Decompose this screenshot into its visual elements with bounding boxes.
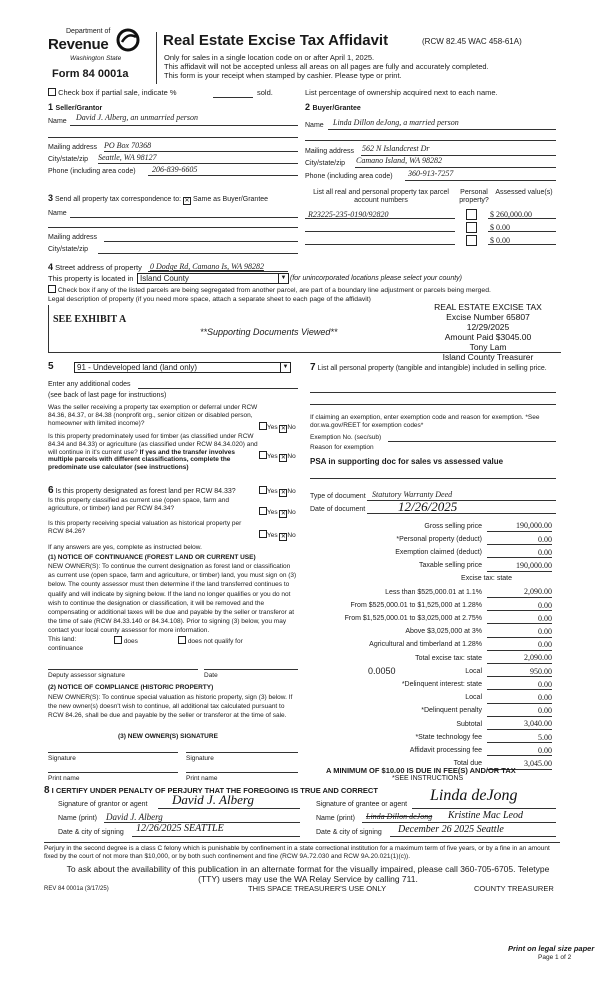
county-note: (for unincorporated locations please select your county) xyxy=(290,275,462,282)
tax-row-label: Less than $525,000.01 at 1.1% xyxy=(385,588,482,596)
new-owner-print-1[interactable] xyxy=(48,772,178,773)
tax-row-label: Gross selling price xyxy=(424,522,482,530)
grantor-date-field[interactable] xyxy=(132,836,300,837)
buyer-city-label: City/state/zip xyxy=(305,160,346,167)
grantee-name-label: Name (print) xyxy=(316,815,355,822)
stamp-line6: Island County Treasurer xyxy=(442,352,534,362)
local-value[interactable]: 950.00 xyxy=(487,667,552,678)
treasurer-stamp xyxy=(418,302,558,362)
certify-text: I CERTIFY UNDER PENALTY OF PERJURY THAT THE FOREGOING IS TRUE AND CORRECT xyxy=(51,786,378,795)
new-owner-sig-2[interactable] xyxy=(186,752,298,753)
tax-row xyxy=(310,745,552,756)
parcel-row-2-value: $ 0.00 xyxy=(490,223,510,232)
new-owner-sig-1[interactable] xyxy=(48,752,178,753)
partial-sale-label: Check box if partial sale, indicate % xyxy=(58,88,177,97)
dept-state: Washington State xyxy=(70,55,122,62)
q1-yes-checkbox[interactable] xyxy=(259,422,267,430)
tax-row-value[interactable]: 2,090.00 xyxy=(487,653,552,664)
tax-row xyxy=(310,719,552,730)
tax-row-label: From $1,525,000.01 to $3,025,000 at 2.75% xyxy=(344,615,482,622)
grantor-date-value: 12/26/2025 SEATTLE xyxy=(136,823,224,834)
tax-row xyxy=(310,561,552,572)
seller-name-label: Name xyxy=(48,118,67,125)
rev-number: REV 84 0001a (3/17/25) xyxy=(44,886,109,892)
legal-value: SEE EXHIBIT A xyxy=(53,314,127,325)
tax-row-value[interactable]: 190,000.00 xyxy=(487,521,552,532)
tax-row-value[interactable]: 0.00 xyxy=(487,640,552,651)
doc-type-field[interactable] xyxy=(367,500,556,501)
sec8-num: 8 xyxy=(44,785,50,796)
county-value: Island County xyxy=(140,274,189,283)
parcel-row-1-personal-checkbox[interactable] xyxy=(466,209,477,220)
tax-row-label: *State technology fee xyxy=(415,733,482,741)
tax-row-label: Subtotal xyxy=(456,720,482,728)
exempt-no-label: Exemption No. (sec/sub) xyxy=(310,434,382,441)
tax-row-value[interactable]: 0.00 xyxy=(487,548,552,559)
seller-phone-field[interactable] xyxy=(148,175,298,176)
grantee-name-field[interactable] xyxy=(362,822,556,823)
deputy-signature-field[interactable] xyxy=(48,669,198,670)
deputy-date-field[interactable] xyxy=(204,669,298,670)
does-qualify-checkbox[interactable] xyxy=(114,636,122,644)
parcel-row-3-field[interactable] xyxy=(305,244,455,245)
notice3-heading: (3) NEW OWNER(S) SIGNATURE xyxy=(118,733,218,740)
seller-phone-label: Phone (including area code) xyxy=(48,168,136,175)
q2-yes-checkbox[interactable] xyxy=(259,451,267,459)
sec5-q2b: If yes and the transfer involves multiple parcels with different classifications, complete the predominate use calculator (see instructions) xyxy=(48,448,235,472)
seller-name-field[interactable] xyxy=(70,125,298,126)
tax-row-label: Total excise tax: state xyxy=(415,654,482,662)
tax-row-label: *Delinquent interest: state xyxy=(401,681,482,688)
seller-mail-label: Mailing address xyxy=(48,144,98,151)
tax-row-value[interactable]: 5.00 xyxy=(487,733,552,744)
buyer-phone-label: Phone (including area code) xyxy=(305,173,393,180)
parcel-col-header: List all real and personal property tax parcel account numbers xyxy=(313,189,449,205)
new-owner-print-2[interactable] xyxy=(186,772,298,773)
tax-row xyxy=(310,706,552,717)
segregated-label: Check box if any of the listed parcels are being segregated from another parcel, are part of a boundary line adjustment or parcels being merged. xyxy=(57,287,491,294)
perjury-notice: Perjury in the second degree is a class C felony which is punishable by confinement in a state correctional institution for a maximum term of five years, or by a fine in an amount fixed by the court of not more than $10,000, or by both such confinement and fine (RCW 9A.72.030 and RCW 9A.20.021(1)(c)). xyxy=(44,845,550,860)
grantor-signature-field[interactable] xyxy=(158,808,300,809)
tax-row-value[interactable]: 0.00 xyxy=(487,601,552,612)
form-title: Real Estate Excise Tax Affidavit xyxy=(163,32,389,49)
q1-yes-label: Yes xyxy=(267,424,278,431)
reason-value: PSA in supporting doc for sales vs assessed value xyxy=(310,457,504,466)
codes-field[interactable] xyxy=(138,388,298,389)
historic-no-label: No xyxy=(287,532,296,539)
sig-label-1: Signature xyxy=(48,755,76,762)
sec3-mail-field[interactable] xyxy=(104,241,298,242)
local-label: Local xyxy=(465,667,482,675)
parcel-row-2-field[interactable] xyxy=(305,231,455,232)
assessed-col-header: Assessed value(s) xyxy=(495,189,553,196)
seller-phone-value: 206-839-6605 xyxy=(152,165,198,174)
stamp-line3: 12/29/2025 xyxy=(466,322,510,332)
tax-row-label: Excise tax: state xyxy=(461,575,512,583)
header-note1: Only for sales in a single location code on or after April 1, 2025. xyxy=(164,53,375,62)
buyer-city-value: Camano Island, WA 98282 xyxy=(356,156,442,165)
tax-row-value[interactable]: 0.00 xyxy=(487,627,552,638)
buyer-mail-value: 562 N Islandcrest Dr xyxy=(362,144,430,153)
tax-row-label: *Delinquent penalty xyxy=(421,707,482,715)
buyer-name-label: Name xyxy=(305,122,324,129)
sec3-mail-label: Mailing address xyxy=(48,234,98,241)
segregated-checkbox[interactable] xyxy=(48,285,56,293)
grantee-date-value: December 26 2025 Seattle xyxy=(398,824,504,835)
sec3-text: Send all property tax correspondence to: xyxy=(54,196,182,203)
sec3-name-label: Name xyxy=(48,210,67,217)
sec6-ifany: If any answers are yes, complete as instructed below. xyxy=(48,544,202,551)
same-as-buyer-checkbox[interactable] xyxy=(183,197,191,205)
does-not-qualify-label: does not qualify for xyxy=(187,638,243,645)
tax-row-value[interactable]: 0.00 xyxy=(487,614,552,625)
tax-row-label: *Personal property (deduct) xyxy=(396,535,482,543)
doc-date-value: 12/26/2025 xyxy=(398,499,458,514)
sec5-q2 xyxy=(48,433,258,472)
buyer-phone-field[interactable] xyxy=(405,180,556,181)
sec3-num: 3 xyxy=(48,193,54,203)
parcel-row-3-personal-checkbox[interactable] xyxy=(466,235,477,246)
grantee-signature: Linda deJong xyxy=(430,787,518,804)
page-number: Page 1 of 2 xyxy=(538,954,572,961)
reason-field[interactable] xyxy=(310,478,556,479)
sec6-q3: Is this property receiving special valuation as historical property per RCW 84.26? xyxy=(48,520,242,535)
tax-row-value[interactable]: 0.00 xyxy=(487,693,552,704)
street-value: 0 Dodge Rd, Camano Is, WA 98282 xyxy=(150,262,264,271)
seller-city-label: City/state/zip xyxy=(48,156,89,163)
sec4-num: 4 xyxy=(48,262,54,272)
buyer-phone-value: 360-913-7257 xyxy=(408,169,454,178)
tax-row xyxy=(310,534,552,545)
print-label-1: Print name xyxy=(48,775,80,782)
currentuse-no-label: No xyxy=(287,509,296,516)
tax-row xyxy=(310,521,552,532)
legal-label: Legal description of property (if you need more space, attach a separate sheet to each page of the affidavit) xyxy=(48,296,371,303)
tax-row-value[interactable]: 3,045.00 xyxy=(487,759,552,770)
county-select[interactable] xyxy=(137,273,289,284)
tax-row-local xyxy=(310,666,552,677)
notice1-body: NEW OWNER(S): To continue the current designation as forest land or classification as current use (open space, farm and agriculture, or timber) land, you must sign on (3) below. The county assessor must then determine if the land transferred continues to qualify and will indicate by signing below. If the land no longer qualifies or you do not wish to continue the designation or classification, it will be removed and the compensating or additional taxes will be due and payable by the seller or transferor at the time of sale (RCW 84.33.140 or 84.34.108). Prior to signing (3) below, you may contact your local county assessor for more information. xyxy=(48,563,297,635)
sec6-q1: Is this property designated as forest land per RCW 84.33? xyxy=(55,488,236,495)
sec6-q2: Is this property classified as current use (open space, farm and agriculture, or timber) land per RCW 84.34? xyxy=(48,497,230,512)
dor-logo xyxy=(48,28,158,86)
tax-row-value[interactable]: 3,040.00 xyxy=(487,719,552,730)
local-rate: 0.0050 xyxy=(368,666,396,677)
personal-property-field-2[interactable] xyxy=(310,404,556,405)
print-label-2: Print name xyxy=(186,775,218,782)
landuse-value: 91 - Undeveloped land (land only) xyxy=(77,363,198,372)
tax-row-value[interactable]: 0.00 xyxy=(487,706,552,717)
stamp-line5: Tony Lam xyxy=(469,342,507,352)
tax-row-label: Agricultural and timberland at 1.28% xyxy=(369,641,482,649)
header-note2: This affidavit will not be accepted unless all areas on all pages are fully and accurately completed. xyxy=(164,62,489,71)
doc-type-value: Statutory Warranty Deed xyxy=(372,490,453,499)
grantor-name-label: Name (print) xyxy=(58,815,97,822)
grantee-name-struck: Linda Dillon deJong xyxy=(366,812,433,821)
grantor-name-value: David J. Alberg xyxy=(106,812,163,822)
seller-city-value: Seattle, WA 98127 xyxy=(98,153,157,162)
grantee-date-label: Date & city of signing xyxy=(316,829,382,836)
buyer-mail-label: Mailing address xyxy=(305,148,355,155)
grantee-name-value: Kristine Mac Leod xyxy=(448,810,523,821)
tax-row xyxy=(310,653,552,664)
tax-row xyxy=(310,640,552,651)
reason-label: Reason for exemption xyxy=(310,444,374,451)
partial-sale-checkbox[interactable] xyxy=(48,88,56,96)
street-label: Street address of property xyxy=(55,263,142,272)
tax-row-label: Taxable selling price xyxy=(418,562,482,570)
seller-mail-field[interactable] xyxy=(104,151,298,152)
codes-label: Enter any additional codes xyxy=(48,381,131,388)
q2-no-label: No xyxy=(287,453,296,460)
tax-row xyxy=(310,600,552,611)
deputy-label: Deputy assessor signature xyxy=(48,672,125,679)
minimum-due: A MINIMUM OF $10.00 IS DUE IN FEE(S) AND/OR TAX xyxy=(326,766,516,775)
doc-date-field[interactable] xyxy=(367,513,556,514)
q2-yes-label: Yes xyxy=(267,453,278,460)
revenue-swoosh-icon xyxy=(114,28,142,52)
county-label: This property is located in xyxy=(48,274,134,283)
tax-row-value[interactable]: 2,090.00 xyxy=(487,587,552,598)
tax-row xyxy=(310,693,552,704)
sig-label-2: Signature xyxy=(186,755,214,762)
personal-col-header: Personal property? xyxy=(459,189,489,205)
landuse-select[interactable] xyxy=(74,362,291,373)
tax-row xyxy=(310,613,552,624)
q1-no-label: No xyxy=(287,424,296,431)
chevron-down-icon: ▼ xyxy=(278,274,288,283)
tax-row-label: Affidavit processing fee xyxy=(409,747,482,754)
stamp-line2: Excise Number 65807 xyxy=(446,312,530,322)
supporting-docs: **Supporting Documents Viewed** xyxy=(200,327,338,337)
sec7-num: 7 xyxy=(310,362,316,373)
buyer-city-field[interactable] xyxy=(355,167,556,168)
tax-row-label: Above $3,025,000 at 3% xyxy=(405,628,482,636)
sec5-q2a: Is this property predominately used for timber (as classified under RCW 84.34 and 84.33) or agriculture (as classified under RCW 84.34.020) and will continue in it's current use? xyxy=(48,433,258,456)
form-number: Form 84 0001a xyxy=(52,68,129,80)
sec5-num: 5 xyxy=(48,361,54,372)
tax-row-label: From $525,000.01 to $1,525,000 at 1.28% xyxy=(350,601,482,609)
tax-row xyxy=(310,732,552,743)
deputy-date-label: Date xyxy=(204,672,218,679)
grantee-signature-field[interactable] xyxy=(412,808,556,809)
sec7-text: List all personal property (tangible and intangible) included in selling price. xyxy=(317,365,547,372)
doc-type-label: Type of document xyxy=(310,493,366,500)
this-land-label: This land: xyxy=(48,636,77,643)
doc-date-label: Date of document xyxy=(310,506,366,513)
tax-row xyxy=(310,679,552,690)
sec3-city-field[interactable] xyxy=(98,253,298,254)
notice1-heading: (1) NOTICE OF CONTINUANCE (FOREST LAND OR CURRENT USE) xyxy=(48,554,256,561)
treasurer-use: THIS SPACE TREASURER'S USE ONLY xyxy=(248,884,387,893)
tax-row xyxy=(310,574,552,585)
grantee-date-field[interactable] xyxy=(390,836,556,837)
continuance-label: continuance xyxy=(48,645,84,652)
does-not-qualify-checkbox[interactable] xyxy=(178,636,186,644)
seller-num: 1 xyxy=(48,102,54,112)
tax-row-value[interactable]: 190,000.00 xyxy=(487,561,552,572)
see-instructions: *SEE INSTRUCTIONS xyxy=(392,775,464,782)
sec5-q1: Was the seller receiving a property tax exemption or deferral under RCW 84.36, 84.37, or 84.38 (nonprofit org., senior citizen or disabled person, homeowner with limited income)? xyxy=(48,404,258,427)
print-legal-size: Print on legal size paper xyxy=(508,944,595,953)
tax-row-value[interactable]: 0.00 xyxy=(487,680,552,691)
historic-yes-checkbox[interactable] xyxy=(259,530,267,538)
chevron-down-icon: ▼ xyxy=(280,363,290,372)
buyer-name-value: Linda Dillon deJong, a married person xyxy=(333,118,459,127)
form-statute: (RCW 82.45 WAC 458-61A) xyxy=(422,37,522,46)
notice2-heading: (2) NOTICE OF COMPLIANCE (HISTORIC PROPERTY) xyxy=(48,684,214,691)
tax-row-value[interactable]: 0.00 xyxy=(487,746,552,757)
notice2-body: NEW OWNER(S): To continue special valuation as historic property, sign (3) below. If the new owner(s) doesn't wish to continue, all additional tax calculated pursuant to RCW 84.26, shall be due and payable by the seller or transferor at the time of sale. xyxy=(48,694,293,720)
forest-yes-checkbox[interactable] xyxy=(259,486,267,494)
sec3-city-label: City/state/zip xyxy=(48,246,89,253)
grantor-sig-label: Signature of grantor or agent xyxy=(58,801,148,808)
sec3-name-field[interactable] xyxy=(70,217,298,218)
currentuse-yes-label: Yes xyxy=(267,509,278,516)
exempt-no-field[interactable] xyxy=(388,441,556,442)
tax-row xyxy=(310,547,552,558)
tax-row-label: Exemption claimed (deduct) xyxy=(395,549,482,556)
parcel-row-3-value: $ 0.00 xyxy=(490,236,510,245)
list-percent-note: List percentage of ownership acquired next to each name. xyxy=(305,88,498,97)
parcel-row-2-personal-checkbox[interactable] xyxy=(466,222,477,233)
header-note3: This form is your receipt when stamped by cashier. Please type or print. xyxy=(164,71,402,80)
seller-city-field[interactable] xyxy=(98,163,298,164)
tax-row-label: Total due xyxy=(453,760,482,768)
currentuse-yes-checkbox[interactable] xyxy=(259,507,267,515)
seller-heading: Seller/Grantor xyxy=(55,105,103,112)
dept-line1: Department of xyxy=(66,28,111,35)
tax-row xyxy=(310,627,552,638)
partial-percent-field[interactable] xyxy=(213,97,253,98)
partial-sold-label: sold. xyxy=(257,88,273,97)
exempt-label: If claiming an exemption, enter exemption code and reason for exemption. *See dor.wa.gov/REET for exemption codes* xyxy=(310,414,540,429)
tax-row-value[interactable]: 0.00 xyxy=(487,535,552,546)
buyer-heading: Buyer/Grantee xyxy=(312,105,361,112)
sec6-num: 6 xyxy=(48,485,54,496)
seller-name-value: David J. Alberg, an unmarried person xyxy=(76,113,198,122)
forest-no-label: No xyxy=(287,488,296,495)
forest-yes-label: Yes xyxy=(267,488,278,495)
does-qualify-label: does xyxy=(123,638,138,645)
same-as-buyer-label: Same as Buyer/Grantee xyxy=(192,196,269,203)
tax-row xyxy=(310,587,552,598)
grantor-date-label: Date & city of signing xyxy=(58,829,124,836)
county-treasurer: COUNTY TREASURER xyxy=(474,884,554,893)
historic-yes-label: Yes xyxy=(267,532,278,539)
alternate-format: To ask about the availability of this publication in an alternate format for the visually impaired, please call 360-705-6705. Teletype (TTY) users may use the WA Relay Service by calling 711. xyxy=(66,864,550,884)
stamp-line1: REAL ESTATE EXCISE TAX xyxy=(434,302,542,312)
grantor-signature: David J. Alberg xyxy=(172,792,254,807)
parcel-row-1-value: $ 260,000.00 xyxy=(490,210,532,219)
stamp-line4: Amount Paid $3045.00 xyxy=(444,332,532,342)
grantee-sig-label: Signature of grantee or agent xyxy=(316,801,408,808)
tax-row-label: Local xyxy=(465,694,482,702)
personal-property-field-1[interactable] xyxy=(310,392,556,393)
seller-mail-value: PO Box 70368 xyxy=(104,141,152,150)
dept-name: Revenue xyxy=(48,36,109,53)
buyer-num: 2 xyxy=(305,102,311,112)
parcel-row-1-num: R23225-235-0190/92820 xyxy=(308,210,389,219)
buyer-name-field[interactable] xyxy=(328,129,556,130)
see-list: (see back of last page for instructions) xyxy=(48,392,167,399)
